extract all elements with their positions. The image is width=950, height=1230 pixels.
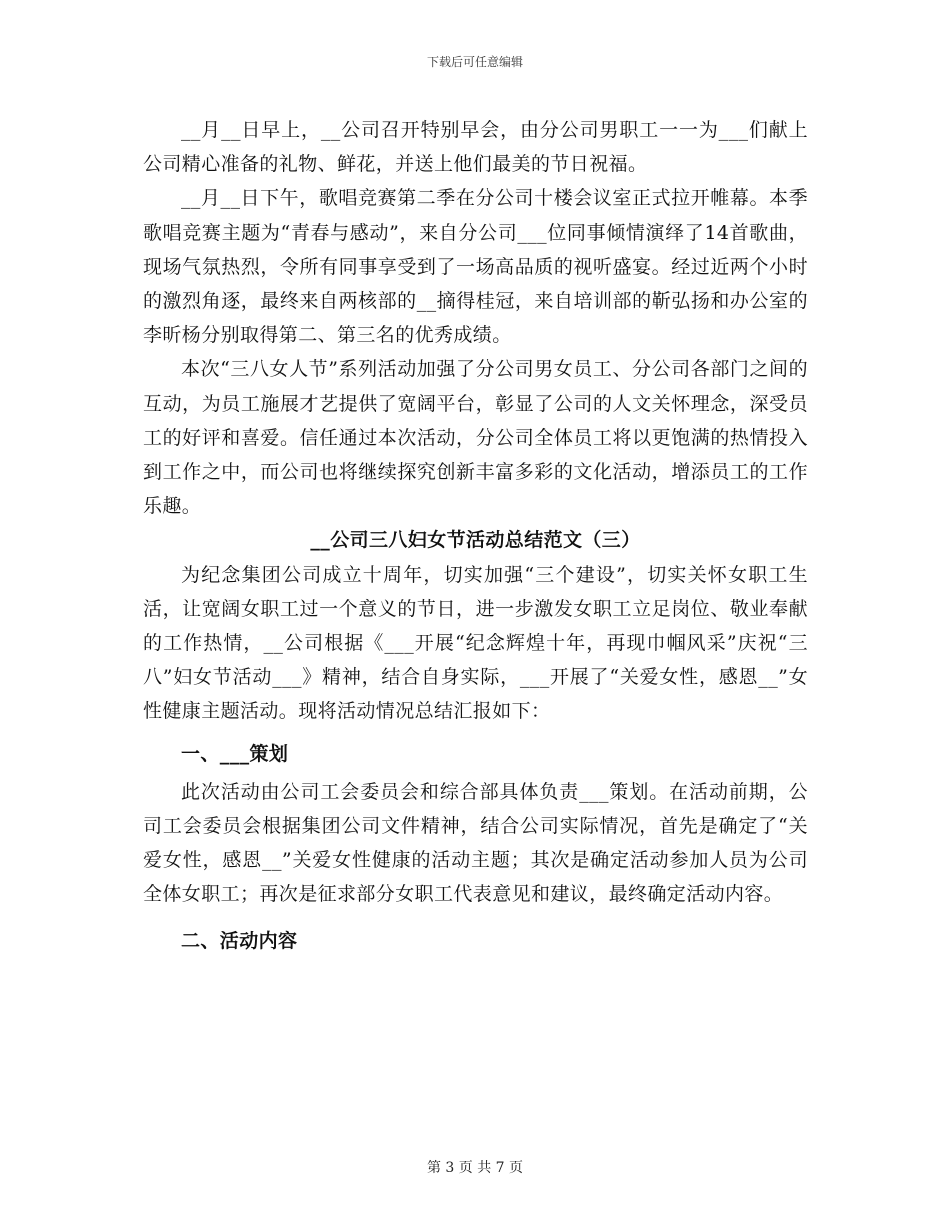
section-title: __公司三八妇女节活动总结范文（三） [310,529,641,552]
paragraph-morning-meeting: __月__日早上，__公司召开特别早会，由分公司男职工一一为___们献上公司精心准备的礼物、鲜花，并送上他们最美的节日祝福。 [143,119,808,176]
paragraph-activity-effect: 本次“三八女人节”系列活动加强了分公司男女员工、分公司各部门之间的互动，为员工施展才艺提供了宽阔平台，彰显了公司的人文关怀理念，深受员工的好评和喜爱。信任通过本次活动，分公司全体员工将以更饱满的热情投入到工作之中，而公司也将继续探究创新丰富多彩的文化活动，增添员工的工作乐趣。 [143,358,808,518]
header-note: 下载后可任意编辑 [426,55,523,69]
page-number: 第 3 页 共 7 页 [426,1160,524,1176]
heading-activity-content: 二、活动内容 [181,929,298,952]
paragraph-singing-contest: __月__日下午，歌唱竞赛第二季在分公司十楼会议室正式拉开帷幕。本季歌唱竞赛主题为“青春与感动”，来自分公司___位同事倾情演绎了14首歌曲，现场气氛热烈，令所有同事享受到了一场高品质的视听盛宴。经过近两个小时的激烈角逐，最终来自两核部的__摘得桂冠，来自培训部的靳弘扬和办公室的李昕杨分别取得第二、第三名的优秀成绩。 [143,187,808,347]
paragraph-intro: 为纪念集团公司成立十周年，切实加强“三个建设”，切实关怀女职工生活，让宽阔女职工过一个意义的节日，进一步激发女职工立足岗位、敬业奉献的工作热情，__公司根据《___开展“纪念辉煌十年，再现巾帼风采”庆祝“三八”妇女节活动___》精神，结合自身实际，___开展了“关爱女性，感恩__”女性健康主题活动。现将活动情况总结汇报如下： [143,563,808,723]
heading-planning: 一、___策划 [181,742,289,765]
paragraph-planning: 此次活动由公司工会委员会和综合部具体负责___策划。在活动前期，公司工会委员会根据集团公司文件精神，结合公司实际情况，首先是确定了“关爱女性，感恩__”关爱女性健康的活动主题；其次是确定活动参加人员为公司全体女职工；再次是征求部分女职工代表意见和建议，最终确定活动内容。 [143,780,808,906]
document-body [143,113,808,962]
